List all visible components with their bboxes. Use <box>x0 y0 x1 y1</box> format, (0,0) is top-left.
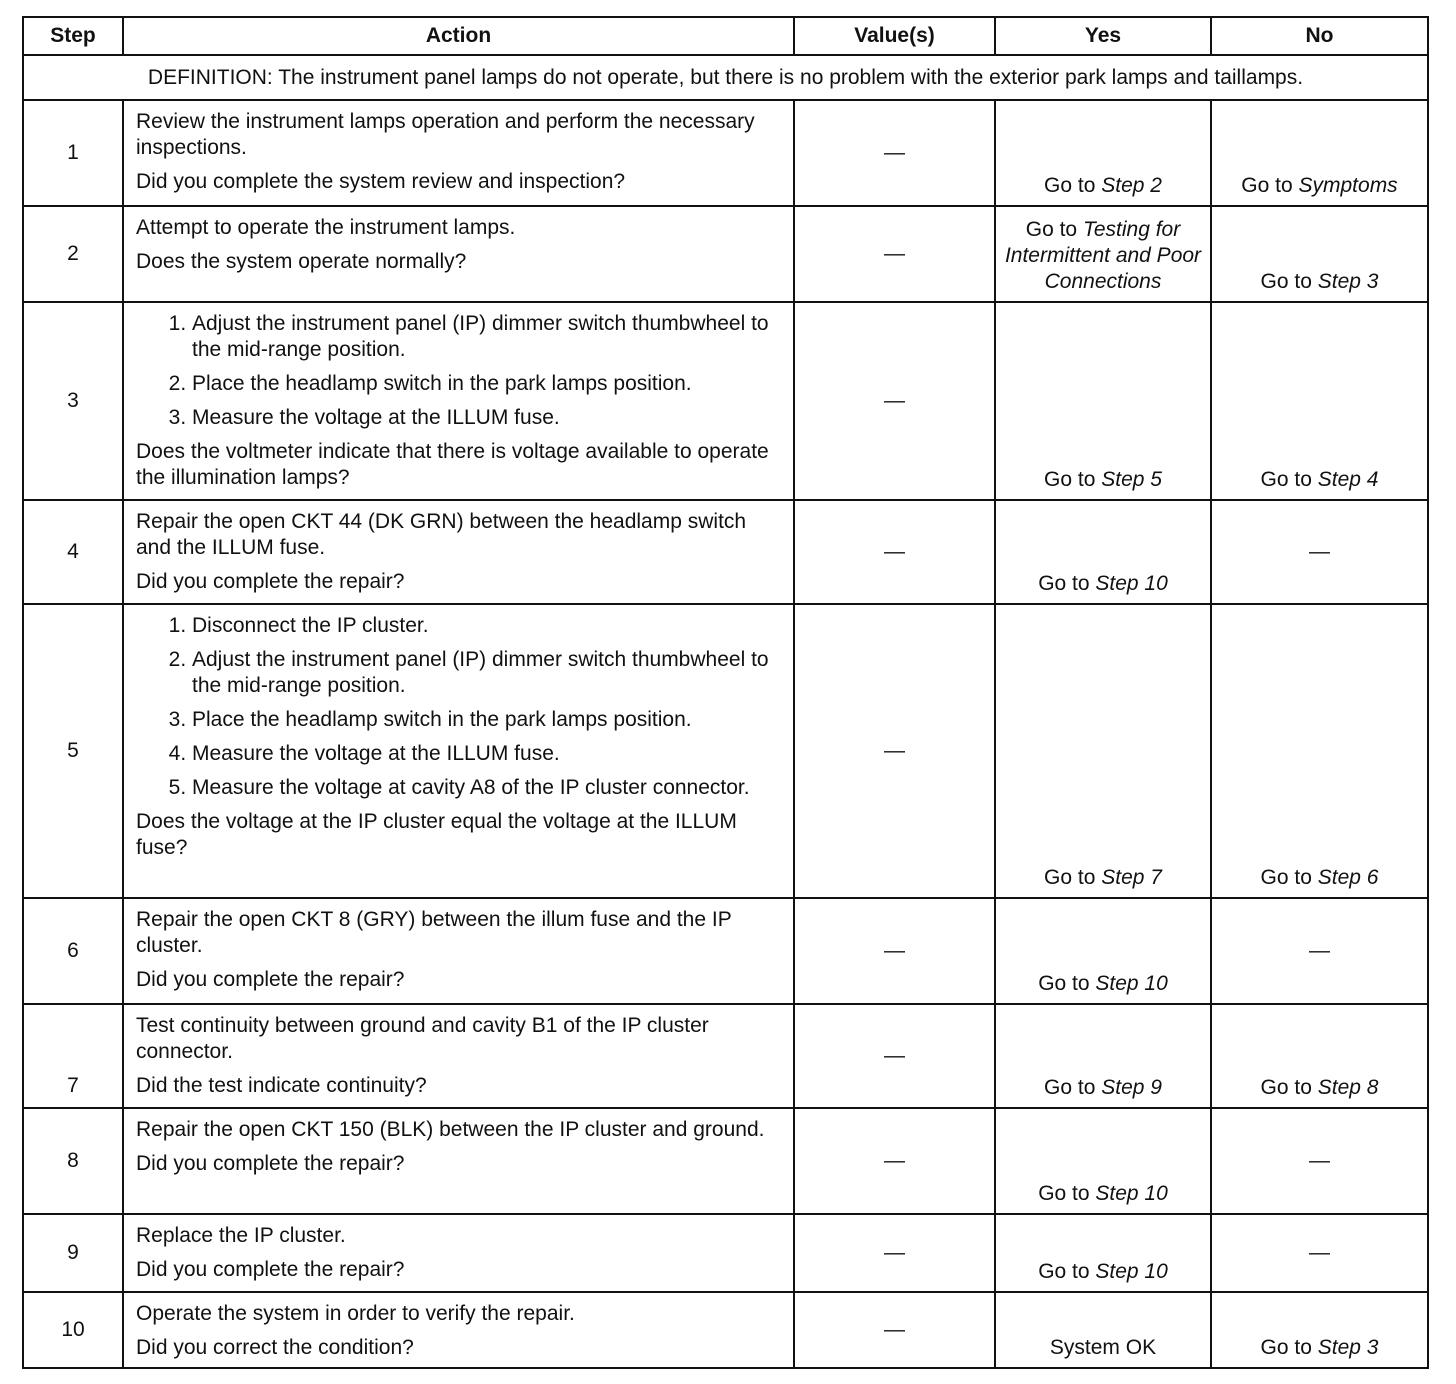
table-row <box>23 302 1428 500</box>
yes-cell: System OK <box>995 1292 1211 1368</box>
action-cell <box>123 898 794 1004</box>
action-cell <box>123 206 794 302</box>
definition-text: DEFINITION: The instrument panel lamps do not operate, but there is no problem with the exterior park lamps and taillamps. <box>23 55 1428 100</box>
no-cell <box>1211 302 1428 500</box>
action-text: Attempt to operate the instrument lamps. <box>136 216 516 239</box>
header-action: Action <box>123 17 794 55</box>
yes-link[interactable]: Step 10 <box>1095 572 1168 595</box>
step-number: 6 <box>23 898 123 1004</box>
action-text: Repair the open CKT 8 (GRY) between the illum fuse and the IP cluster. <box>136 908 732 957</box>
action-question: Does the system operate normally? <box>136 250 467 273</box>
yes-cell <box>995 604 1211 898</box>
yes-link[interactable]: Testing for Intermittent and Poor Connections <box>1004 218 1202 293</box>
diagnostic-table <box>22 16 1429 1369</box>
step-number: 10 <box>23 1292 123 1368</box>
action-question: Did you complete the system review and inspection? <box>136 170 626 193</box>
table-row <box>23 1108 1428 1214</box>
no-prefix: Go to <box>1260 1076 1318 1099</box>
action-text: Repair the open CKT 44 (DK GRN) between the headlamp switch and the ILLUM fuse. <box>136 510 747 559</box>
list-item: 1. Disconnect the IP cluster. <box>192 613 783 639</box>
value-cell: — <box>794 604 995 898</box>
yes-cell <box>995 206 1211 302</box>
action-question: Did you complete the repair? <box>136 968 405 991</box>
yes-prefix: Go to <box>1044 1076 1102 1099</box>
yes-prefix: Go to <box>1038 972 1096 995</box>
no-prefix: Go to <box>1260 866 1318 889</box>
yes-prefix: Go to <box>1038 572 1096 595</box>
yes-cell <box>995 500 1211 604</box>
action-cell <box>123 1108 794 1214</box>
no-cell: — <box>1211 898 1428 1004</box>
no-prefix: Go to <box>1260 1336 1318 1359</box>
action-cell <box>123 1292 794 1368</box>
yes-cell <box>995 302 1211 500</box>
action-cell <box>123 100 794 206</box>
action-cell <box>123 302 794 500</box>
no-prefix: Go to <box>1241 174 1299 197</box>
no-cell <box>1211 1292 1428 1368</box>
value-cell: — <box>794 898 995 1004</box>
action-text: Review the instrument lamps operation and perform the necessary inspections. <box>136 110 755 159</box>
no-link[interactable]: Step 6 <box>1317 866 1379 889</box>
yes-prefix: Go to <box>1044 866 1102 889</box>
step-number: 3 <box>23 302 123 500</box>
no-prefix: Go to <box>1260 468 1318 491</box>
action-question: Did you complete the repair? <box>136 1258 405 1281</box>
yes-prefix: Go to <box>1038 1182 1096 1205</box>
list-item: 2. Place the headlamp switch in the park lamps position. <box>192 371 783 397</box>
yes-cell <box>995 1214 1211 1292</box>
yes-cell <box>995 100 1211 206</box>
action-cell <box>123 1004 794 1108</box>
step-number: 1 <box>23 100 123 206</box>
step-number: 5 <box>23 604 123 898</box>
action-text: Repair the open CKT 150 (BLK) between the IP cluster and ground. <box>136 1118 765 1141</box>
step-number: 7 <box>23 1004 123 1108</box>
yes-link[interactable]: Step 10 <box>1095 972 1168 995</box>
value-cell: — <box>794 302 995 500</box>
yes-link[interactable]: Step 2 <box>1101 174 1162 197</box>
action-question: Did you complete the repair? <box>136 570 405 593</box>
yes-cell <box>995 1108 1211 1214</box>
no-cell <box>1211 206 1428 302</box>
yes-link[interactable]: Step 10 <box>1095 1260 1168 1283</box>
action-cell <box>123 604 794 898</box>
no-cell <box>1211 1004 1428 1108</box>
table-row <box>23 604 1428 898</box>
yes-link[interactable]: Step 9 <box>1101 1076 1162 1099</box>
definition-row <box>23 55 1428 100</box>
table-row <box>23 1004 1428 1108</box>
value-cell: — <box>794 1292 995 1368</box>
list-item: 3. Place the headlamp switch in the park lamps position. <box>192 707 783 733</box>
step-number: 2 <box>23 206 123 302</box>
no-link[interactable]: Step 3 <box>1317 1336 1379 1359</box>
no-cell: — <box>1211 1108 1428 1214</box>
value-cell: — <box>794 1004 995 1108</box>
yes-link[interactable]: Step 10 <box>1095 1182 1168 1205</box>
table-row <box>23 898 1428 1004</box>
yes-prefix: Go to <box>1044 174 1102 197</box>
table-row <box>23 206 1428 302</box>
yes-prefix: Go to <box>1044 468 1102 491</box>
list-item: 1. Adjust the instrument panel (IP) dimmer switch thumbwheel to the mid-range position. <box>192 311 783 363</box>
action-list <box>136 311 783 431</box>
header-yes: Yes <box>995 17 1211 55</box>
yes-link[interactable]: Step 5 <box>1101 468 1162 491</box>
table-row <box>23 500 1428 604</box>
no-cell <box>1211 100 1428 206</box>
action-text: Replace the IP cluster. <box>136 1224 346 1247</box>
step-number: 8 <box>23 1108 123 1214</box>
no-link[interactable]: Step 3 <box>1317 270 1379 293</box>
no-link[interactable]: Step 4 <box>1317 468 1379 491</box>
yes-prefix: Go to <box>1038 1260 1096 1283</box>
table-row <box>23 1214 1428 1292</box>
no-cell: — <box>1211 1214 1428 1292</box>
header-row <box>23 17 1428 55</box>
action-question: Does the voltage at the IP cluster equal the voltage at the ILLUM fuse? <box>136 810 737 859</box>
yes-link[interactable]: Step 7 <box>1101 866 1162 889</box>
step-number: 4 <box>23 500 123 604</box>
action-text: Test continuity between ground and cavity B1 of the IP cluster connector. <box>136 1014 709 1063</box>
no-cell <box>1211 604 1428 898</box>
no-link[interactable]: Symptoms <box>1298 174 1398 197</box>
value-cell: — <box>794 206 995 302</box>
list-item: 5. Measure the voltage at cavity A8 of the IP cluster connector. <box>192 775 783 801</box>
value-cell: — <box>794 1214 995 1292</box>
action-cell <box>123 500 794 604</box>
action-text: Operate the system in order to verify the repair. <box>136 1302 575 1325</box>
value-cell: — <box>794 1108 995 1214</box>
no-cell: — <box>1211 500 1428 604</box>
step-number: 9 <box>23 1214 123 1292</box>
value-cell: — <box>794 100 995 206</box>
action-list <box>136 613 783 801</box>
yes-cell <box>995 1004 1211 1108</box>
list-item: 4. Measure the voltage at the ILLUM fuse. <box>192 741 783 767</box>
yes-cell <box>995 898 1211 1004</box>
header-values: Value(s) <box>794 17 995 55</box>
no-link[interactable]: Step 8 <box>1317 1076 1379 1099</box>
action-question: Did you correct the condition? <box>136 1336 414 1359</box>
header-step: Step <box>23 17 123 55</box>
action-question: Does the voltmeter indicate that there is voltage available to operate the illumination lamps? <box>136 440 769 489</box>
list-item: 2. Adjust the instrument panel (IP) dimmer switch thumbwheel to the mid-range position. <box>192 647 783 699</box>
action-question: Did the test indicate continuity? <box>136 1074 427 1097</box>
header-no: No <box>1211 17 1428 55</box>
action-cell <box>123 1214 794 1292</box>
yes-prefix: Go to <box>1025 218 1083 241</box>
action-question: Did you complete the repair? <box>136 1152 405 1175</box>
table-row <box>23 1292 1428 1368</box>
table-row <box>23 100 1428 206</box>
value-cell: — <box>794 500 995 604</box>
list-item: 3. Measure the voltage at the ILLUM fuse. <box>192 405 783 431</box>
no-prefix: Go to <box>1260 270 1318 293</box>
